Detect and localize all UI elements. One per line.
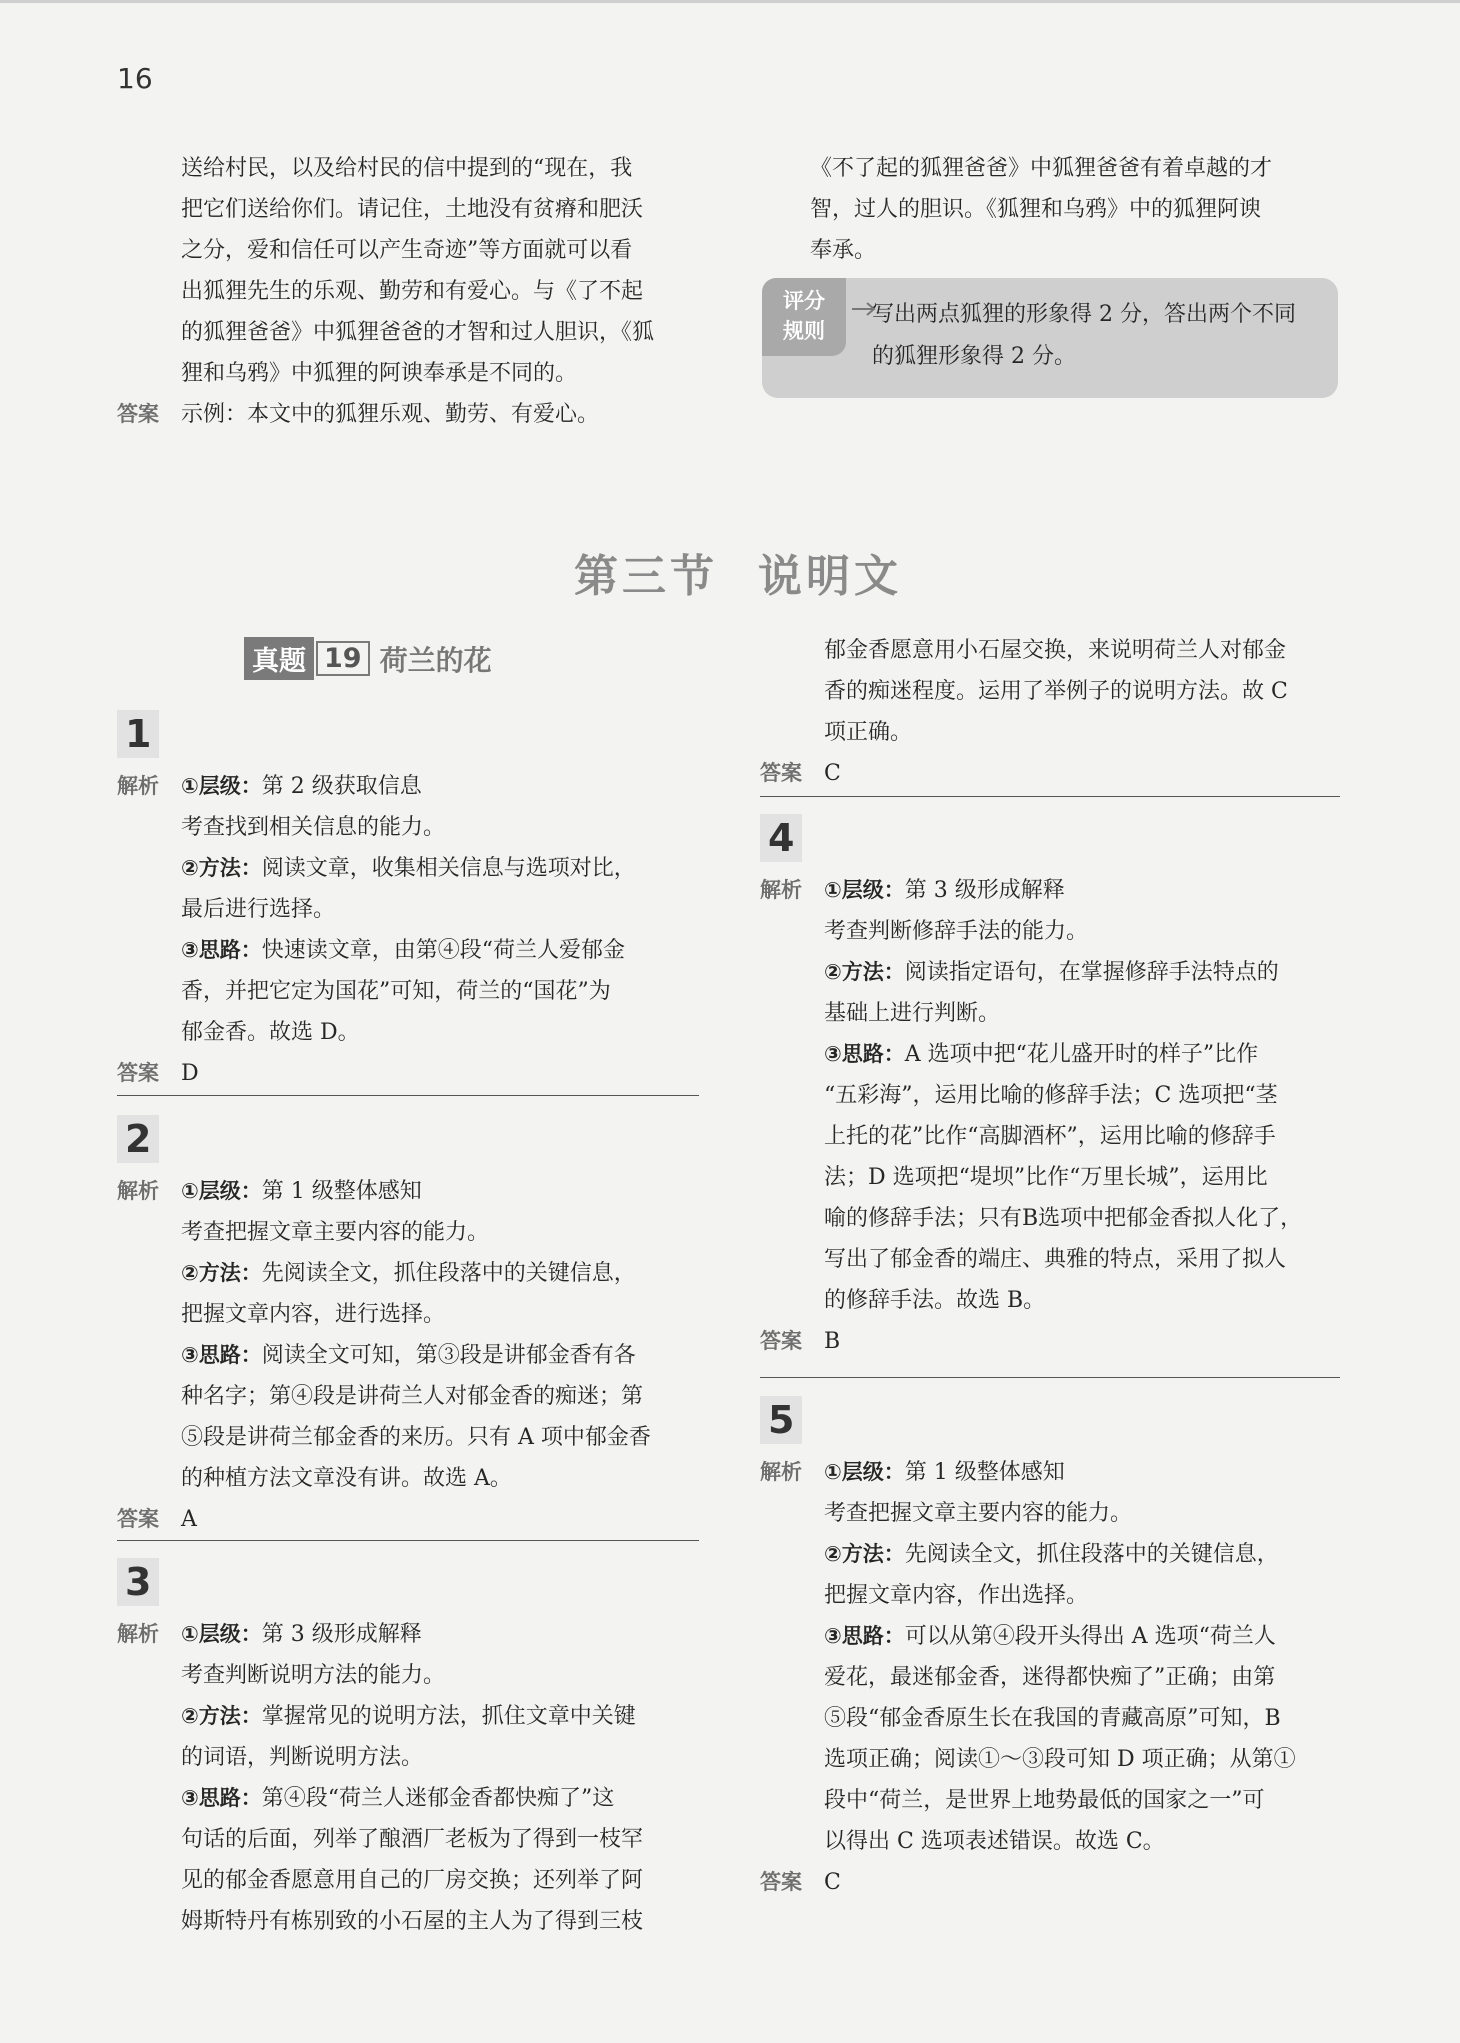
level-label: ①层级： <box>824 1460 905 1484</box>
question-5 <box>760 1396 802 1444</box>
text-line: 阅读文章，收集相关信息与选项对比， <box>261 856 636 881</box>
text-line: 写出了郁金香的端庄、典雅的特点，采用了拟人 <box>824 1247 1287 1272</box>
answer-row <box>117 394 697 435</box>
text-line: 法；D 选项把“堤坝”比作“万里长城”，运用比 <box>824 1165 1268 1190</box>
top-left-column <box>117 148 697 435</box>
answer-label: 答案 <box>117 1061 159 1085</box>
question-1 <box>117 710 159 758</box>
page-number: 16 <box>117 62 153 95</box>
answer-label: 答案 <box>117 402 159 426</box>
text-line: 最后进行选择。 <box>181 897 336 922</box>
level-label: ①层级： <box>181 774 262 798</box>
topic-header <box>244 637 492 680</box>
answer-text: C <box>824 761 841 786</box>
text-line: 的修辞手法。故选 B。 <box>824 1288 1046 1313</box>
text-line: 考查判断修辞手法的能力。 <box>824 919 1089 944</box>
question-4-body <box>760 870 1340 1362</box>
analysis-label: 解析 <box>117 1179 159 1203</box>
section-title-part: 第三节 <box>574 551 718 602</box>
scoring-rules-tag <box>762 278 846 356</box>
answer-label: 答案 <box>117 1507 159 1531</box>
text-line: 出狐狸先生的乐观、勤劳和有爱心。与《了不起 <box>181 279 644 304</box>
analysis-label: 解析 <box>117 1622 159 1646</box>
text-line: 第④段“荷兰人迷郁金香都快痴了”这 <box>261 1786 615 1811</box>
scoring-rules-tag-line: 规则 <box>783 319 825 343</box>
level-text: 第 1 级整体感知 <box>261 1179 422 1204</box>
question-number: 3 <box>117 1558 159 1606</box>
text-line: 的种植方法文章没有讲。故选 A。 <box>181 1466 512 1491</box>
level-text: 第 3 级形成解释 <box>261 1622 422 1647</box>
text-line: 狸和乌鸦》中狐狸的阿谀奉承是不同的。 <box>181 361 578 386</box>
text-line: 快速读文章，由第④段“荷兰人爱郁金 <box>261 938 626 963</box>
level-label: ①层级： <box>181 1179 262 1203</box>
question-1-body <box>117 766 697 1094</box>
answer-label: 答案 <box>760 1329 802 1353</box>
thinking-label: ③思路： <box>181 1786 262 1810</box>
question-number: 1 <box>117 710 159 758</box>
text-line: ⑤段是讲荷兰郁金香的来历。只有 A 项中郁金香 <box>181 1425 651 1450</box>
text-line: 以得出 C 选项表述错误。故选 C。 <box>824 1829 1165 1854</box>
text-line: 见的郁金香愿意用自己的厂房交换；还列举了阿 <box>181 1868 644 1893</box>
divider <box>117 1095 699 1096</box>
section-title <box>574 540 942 604</box>
text-line: 郁金香愿意用小石屋交换，来说明荷兰人对郁金 <box>824 638 1287 663</box>
text-line: 的词语，判断说明方法。 <box>181 1745 424 1770</box>
answer-text: 示例：本文中的狐狸乐观、勤劳、有爱心。 <box>181 402 600 427</box>
question-3 <box>117 1558 159 1606</box>
method-label: ②方法： <box>181 1261 262 1285</box>
text-line: 阅读指定语句，在掌握修辞手法特点的 <box>904 960 1279 985</box>
text-line: ⑤段“郁金香原生长在我国的青藏高原”可知，B <box>824 1706 1281 1731</box>
level-text: 第 1 级整体感知 <box>904 1460 1065 1485</box>
level-text: 第 3 级形成解释 <box>904 878 1065 903</box>
answer-text: C <box>824 1870 841 1895</box>
text-line: 送给村民，以及给村民的信中提到的“现在，我 <box>181 156 633 181</box>
question-2 <box>117 1115 159 1163</box>
text-line: 写出两点狐狸的形象得 2 分，答出两个不同 <box>872 302 1296 327</box>
topic-name: 荷兰的花 <box>379 643 492 677</box>
analysis-label: 解析 <box>760 1460 802 1484</box>
analysis-label: 解析 <box>117 774 159 798</box>
level-label: ①层级： <box>824 878 905 902</box>
text-line: 先阅读全文，抓住段落中的关键信息， <box>904 1542 1279 1567</box>
divider <box>760 796 1340 797</box>
thinking-label: ③思路： <box>824 1042 905 1066</box>
text-line: A 选项中把“花儿盛开时的样子”比作 <box>904 1042 1259 1067</box>
level-label: ①层级： <box>181 1622 262 1646</box>
thinking-label: ③思路： <box>824 1624 905 1648</box>
scoring-rules-tag-line: 评分 <box>783 289 825 313</box>
method-label: ②方法： <box>824 1542 905 1566</box>
text-line: 智，过人的胆识。《狐狸和乌鸦》中的狐狸阿谀 <box>810 197 1262 222</box>
text-line: 项正确。 <box>824 720 913 745</box>
answer-text: D <box>181 1061 199 1086</box>
text-line: 的狐狸形象得 2 分。 <box>872 344 1076 369</box>
text-line: 考查把握文章主要内容的能力。 <box>824 1501 1133 1526</box>
question-number: 4 <box>760 814 802 862</box>
text-line: 郁金香。故选 D。 <box>181 1020 360 1045</box>
topic-tag: 真题 <box>244 637 314 680</box>
question-3-body <box>117 1614 697 1942</box>
text-line: 把它们送给你们。请记住，土地没有贫瘠和肥沃 <box>181 197 644 222</box>
text-line: 的狐狸爸爸》中狐狸爸爸的才智和过人胆识，《狐 <box>181 320 655 345</box>
text-line: 先阅读全文，抓住段落中的关键信息， <box>261 1261 636 1286</box>
level-text: 第 2 级获取信息 <box>261 774 422 799</box>
question-3-continued <box>760 630 1340 794</box>
text-line: 可以从第④段开头得出 A 选项“荷兰人 <box>904 1624 1276 1649</box>
top-edge-rule <box>0 0 1460 3</box>
scoring-rules-text <box>872 294 1312 378</box>
text-line: 阅读全文可知，第③段是讲郁金香有各 <box>261 1343 636 1368</box>
text-line: 掌握常见的说明方法，抓住文章中关键 <box>261 1704 636 1729</box>
text-line: 选项正确；阅读①～③段可知 D 项正确；从第① <box>824 1747 1296 1772</box>
text-line: 上托的花”比作“高脚酒杯”，运用比喻的修辞手 <box>824 1124 1276 1149</box>
thinking-label: ③思路： <box>181 938 262 962</box>
text-line: 把握文章内容，进行选择。 <box>181 1302 446 1327</box>
text-line: 段中“荷兰，是世界上地势最低的国家之一”可 <box>824 1788 1265 1813</box>
text-line: 基础上进行判断。 <box>824 1001 1001 1026</box>
topic-number: 19 <box>316 641 370 676</box>
text-line: 喻的修辞手法；只有B选项中把郁金香拟人化了， <box>824 1206 1303 1231</box>
text-line: 把握文章内容，作出选择。 <box>824 1583 1089 1608</box>
text-line: 香的痴迷程度。运用了举例子的说明方法。故 C <box>824 679 1288 704</box>
question-number: 5 <box>760 1396 802 1444</box>
text-line: 考查找到相关信息的能力。 <box>181 815 446 840</box>
thinking-label: ③思路： <box>181 1343 262 1367</box>
text-line: 奉承。 <box>810 238 877 263</box>
section-title-part: 说明文 <box>758 551 902 602</box>
text-line: 《不了起的狐狸爸爸》中狐狸爸爸有着卓越的才 <box>810 156 1273 181</box>
method-label: ②方法： <box>181 1704 262 1728</box>
answer-text: A <box>181 1507 197 1532</box>
top-right-column <box>810 148 1350 271</box>
divider <box>117 1540 699 1541</box>
method-label: ②方法： <box>181 856 262 880</box>
answer-label: 答案 <box>760 761 802 785</box>
text-line: 姆斯特丹有栋别致的小石屋的主人为了得到三枝 <box>181 1909 644 1934</box>
text-line: 考查判断说明方法的能力。 <box>181 1663 446 1688</box>
method-label: ②方法： <box>824 960 905 984</box>
text-line: 爱花，最迷郁金香，迷得都快痴了”正确；由第 <box>824 1665 1276 1690</box>
text-line: 种名字；第④段是讲荷兰人对郁金香的痴迷；第 <box>181 1384 644 1409</box>
text-line: “五彩海”，运用比喻的修辞手法；C 选项把“茎 <box>824 1083 1278 1108</box>
question-2-body <box>117 1171 697 1540</box>
analysis-label: 解析 <box>760 878 802 902</box>
text-line: 香，并把它定为国花”可知，荷兰的“国花”为 <box>181 979 611 1004</box>
text-line: 句话的后面，列举了酿酒厂老板为了得到一枝罕 <box>181 1827 644 1852</box>
text-line: 考查把握文章主要内容的能力。 <box>181 1220 490 1245</box>
answer-label: 答案 <box>760 1870 802 1894</box>
divider <box>760 1377 1340 1378</box>
question-number: 2 <box>117 1115 159 1163</box>
text-line: 之分，爱和信任可以产生奇迹”等方面就可以看 <box>181 238 633 263</box>
answer-text: B <box>824 1329 841 1354</box>
question-4 <box>760 814 802 862</box>
question-5-body <box>760 1452 1340 1903</box>
